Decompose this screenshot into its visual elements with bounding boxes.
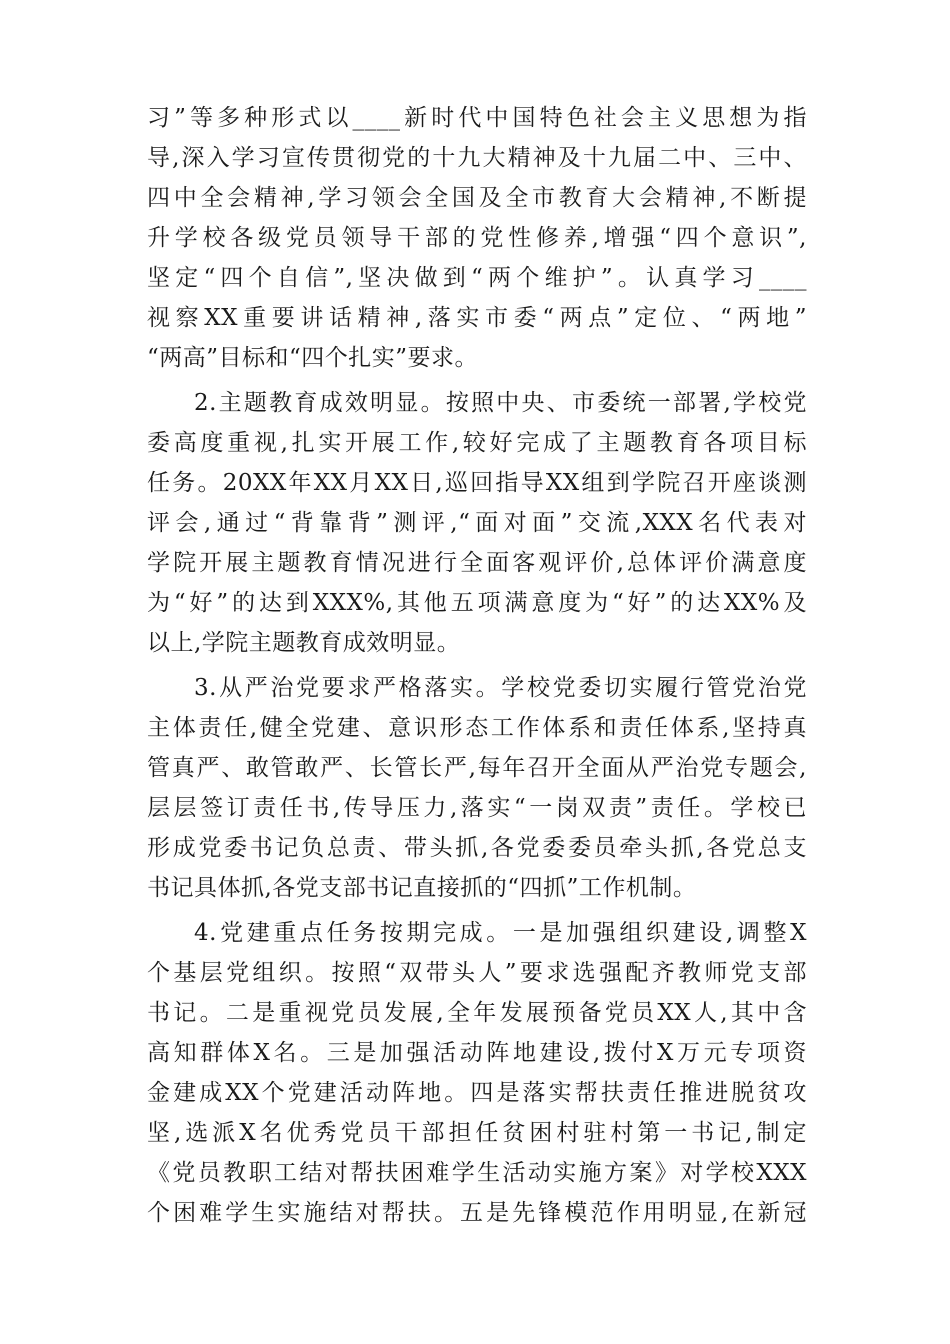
- text-line: 金建成XX个党建活动阵地。四是落实帮扶责任推进脱贫攻: [147, 1080, 807, 1106]
- paragraph-heading-4: 4.党建重点任务按期完成。一是加强组织建设,调整X: [194, 920, 807, 946]
- text-line: 形成党委书记负总责、带头抓,各党委委员牵头抓,各党总支: [147, 835, 807, 861]
- text-line: 视察XX重要讲话精神,落实市委“两点”定位、“两地”: [147, 305, 807, 331]
- text-line: “两高”目标和“四个扎实”要求。: [147, 345, 479, 371]
- paragraph-heading-2: 2.主题教育成效明显。按照中央、市委统一部署,学校党: [194, 390, 807, 416]
- text-line: 高知群体X名。三是加强活动阵地建设,拨付X万元专项资: [147, 1040, 807, 1066]
- text-line: 习”等多种形式以____新时代中国特色社会主义思想为指: [147, 105, 807, 131]
- text-line: 书记具体抓,各党支部书记直接抓的“四抓”工作机制。: [147, 875, 697, 901]
- text-line: 升学校各级党员领导干部的党性修养,增强“四个意识”,: [147, 225, 807, 251]
- text-line: 个困难学生实施结对帮扶。五是先锋模范作用明显,在新冠: [147, 1200, 807, 1226]
- text-line: 四中全会精神,学习领会全国及全市教育大会精神,不断提: [147, 185, 807, 211]
- text-line: 委高度重视,扎实开展工作,较好完成了主题教育各项目标: [147, 430, 807, 456]
- text-line: 层层签订责任书,传导压力,落实“一岗双责”责任。学校已: [147, 795, 807, 821]
- text-line: 个基层党组织。按照“双带头人”要求选强配齐教师党支部: [147, 960, 807, 986]
- text-line: 导,深入学习宣传贯彻党的十九大精神及十九届二中、三中、: [147, 145, 807, 171]
- text-line: 学院开展主题教育情况进行全面客观评价,总体评价满意度: [147, 550, 807, 576]
- text-line: 《党员教职工结对帮扶困难学生活动实施方案》对学校XXX: [147, 1160, 807, 1186]
- text-line: 管真严、敢管敢严、长管长严,每年召开全面从严治党专题会,: [147, 755, 807, 781]
- text-line: 坚,选派X名优秀党员干部担任贫困村驻村第一书记,制定: [147, 1120, 807, 1146]
- text-line: 为“好”的达到XXX%,其他五项满意度为“好”的达XX%及: [147, 590, 807, 616]
- text-line: 任务。20XX年XX月XX日,巡回指导XX组到学院召开座谈测: [147, 470, 807, 496]
- text-line: 主体责任,健全党建、意识形态工作体系和责任体系,坚持真: [147, 715, 807, 741]
- text-line: 评会,通过“背靠背”测评,“面对面”交流,XXX名代表对: [147, 510, 807, 536]
- text-line: 以上,学院主题教育成效明显。: [147, 630, 461, 656]
- text-line: 坚定“四个自信”,坚决做到“两个维护”。认真学习____: [147, 265, 807, 291]
- text-line: 书记。二是重视党员发展,全年发展预备党员XX人,其中含: [147, 1000, 807, 1026]
- paragraph-heading-3: 3.从严治党要求严格落实。学校党委切实履行管党治党: [194, 675, 807, 701]
